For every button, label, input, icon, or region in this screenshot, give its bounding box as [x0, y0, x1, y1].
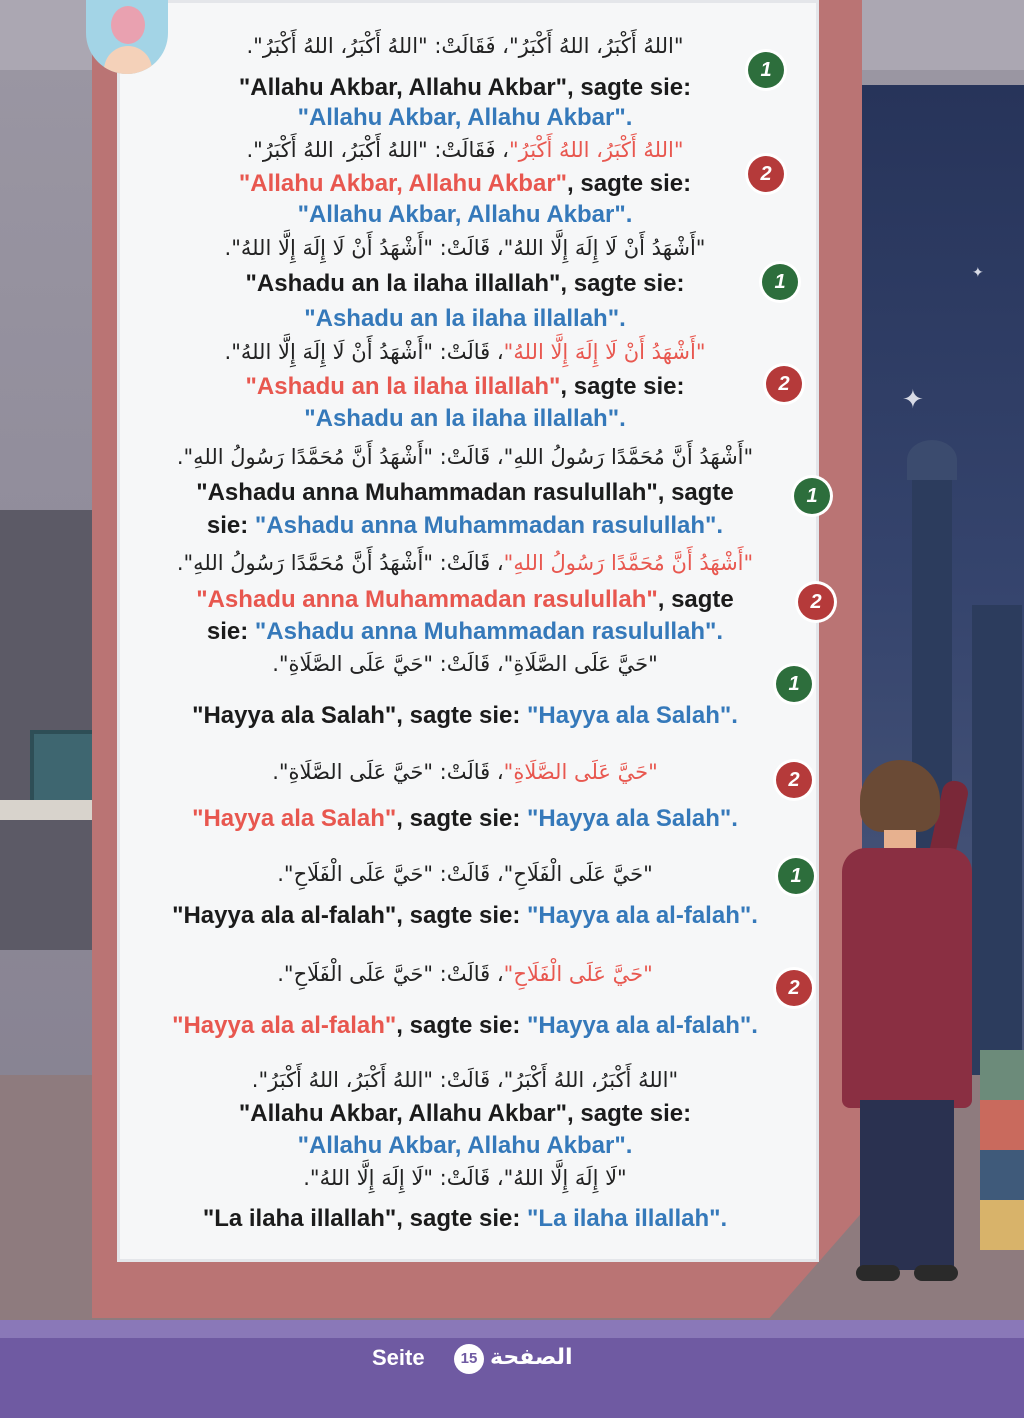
german-line-1: "Allahu Akbar, Allahu Akbar", sagte sie: — [238, 74, 692, 101]
german-answer-3: "Ashadu an la ilaha illallah". — [304, 305, 626, 332]
german-line-3: "Ashadu an la ilaha illallah", sagte sie: — [245, 270, 685, 297]
boy-shoe — [856, 1265, 900, 1281]
computer-monitor — [30, 730, 98, 808]
arabic-response-10: ، قَالَتْ: "حَيَّ عَلَى الْفَلَاحِ". — [277, 962, 504, 986]
boy-tunic — [842, 848, 972, 1108]
badge-6: 2 — [798, 584, 834, 620]
german-answer-2: "Allahu Akbar, Allahu Akbar". — [297, 201, 633, 228]
german-line-4 — [120, 373, 810, 401]
german-line-9 — [120, 902, 810, 930]
footer-arabic-label: الصفحة — [490, 1345, 573, 1370]
star-icon: ✦ — [902, 385, 924, 415]
arabic-line-5: "أَشْهَدُ أَنَّ مُحَمَّدًا رَسُولُ اللهِ"، قَالَتْ: "أَشْهَدُ أَنَّ مُحَمَّدًا رَسُولُ اللهِ". — [176, 445, 754, 469]
arabic-line-2 — [120, 138, 810, 162]
arabic-line-3: "أَشْهَدُ أَنْ لَا إِلَهَ إِلَّا اللهُ"، قَالَتْ: "أَشْهَدُ أَنْ لَا إِلَهَ إِلَّا اللهُ". — [224, 236, 706, 260]
badge-9: 1 — [778, 858, 814, 894]
german-answer-9: "Hayya ala al-falah". — [527, 902, 758, 929]
german-verb-9: "Hayya ala al-falah", sagte sie: — [172, 902, 521, 929]
arabic-call-10: "حَيَّ عَلَى الْفَلَاحِ" — [503, 962, 653, 986]
german-verb-12: "La ilaha illallah", sagte sie: — [202, 1205, 521, 1232]
german-verb-8: , sagte sie: — [396, 805, 521, 832]
german-answer-5: "Ashadu anna Muhammadan rasulullah". — [254, 512, 724, 539]
arabic-line-7: "حَيَّ عَلَى الصَّلَاةِ"، قَالَتْ: "حَيَّ عَلَى الصَّلَاةِ". — [272, 652, 658, 676]
arabic-call-6: "أَشْهَدُ أَنَّ مُحَمَّدًا رَسُولُ اللهِ" — [503, 551, 754, 575]
german-verb-4: , sagte sie: — [560, 373, 685, 400]
german-call-2: "Allahu Akbar, Allahu Akbar" — [238, 170, 568, 197]
arabic-response-6: ، قَالَتْ: "أَشْهَدُ أَنَّ مُحَمَّدًا رَسُولُ اللهِ". — [176, 551, 504, 575]
german-line-10 — [120, 1012, 810, 1040]
german-line-11: "Allahu Akbar, Allahu Akbar", sagte sie: — [238, 1100, 692, 1127]
german-verb-10: , sagte sie: — [396, 1012, 521, 1039]
arabic-line-6 — [120, 551, 810, 575]
german-line-2 — [120, 170, 810, 198]
german-line-5: "Ashadu anna Muhammadan rasulullah", sagte — [196, 479, 734, 506]
mosque-tower — [972, 605, 1022, 1075]
german-answer-12: "La ilaha illallah". — [527, 1205, 728, 1232]
german-call-6: "Ashadu anna Muhammadan rasulullah" — [196, 586, 658, 613]
german-line-8 — [120, 805, 810, 833]
footer-seite-label: Seite — [372, 1345, 425, 1370]
boy-pants — [860, 1100, 954, 1270]
boy-illustration — [842, 760, 972, 1300]
badge-8: 2 — [776, 762, 812, 798]
boy-neck — [884, 830, 916, 850]
arabic-line-10 — [120, 962, 810, 986]
german-verb-5: sie: — [206, 512, 249, 539]
arabic-response-8: ، قَالَتْ: "حَيَّ عَلَى الصَّلَاةِ". — [272, 760, 504, 784]
minaret-dome — [907, 440, 957, 480]
badge-2: 2 — [748, 156, 784, 192]
german-call-4: "Ashadu an la ilaha illallah" — [245, 373, 561, 400]
arabic-line-4 — [120, 340, 810, 364]
german-line-5b — [120, 512, 810, 540]
badge-4: 2 — [766, 366, 802, 402]
badge-3: 1 — [762, 264, 798, 300]
german-answer-4: "Ashadu an la ilaha illallah". — [304, 405, 626, 432]
arabic-call-8: "حَيَّ عَلَى الصَّلَاةِ" — [503, 760, 658, 784]
arabic-call-4: "أَشْهَدُ أَنْ لَا إِلَهَ إِلَّا اللهُ" — [503, 340, 706, 364]
german-verb-2: , sagte sie: — [567, 170, 692, 197]
german-answer-8: "Hayya ala Salah". — [527, 805, 738, 832]
boy-head — [860, 760, 940, 832]
badge-5: 1 — [794, 478, 830, 514]
german-call-10: "Hayya ala al-falah" — [172, 1012, 397, 1039]
footer-band — [0, 1320, 1024, 1338]
german-call-8: "Hayya ala Salah" — [192, 805, 397, 832]
arabic-line-9: "حَيَّ عَلَى الْفَلَاحِ"، قَالَتْ: "حَيَّ عَلَى الْفَلَاحِ". — [277, 862, 653, 886]
german-verb-6b: sie: — [206, 618, 249, 645]
arabic-line-12: "لَا إِلَهَ إِلَّا اللهُ"، قَالَتْ: "لَا إِلَهَ إِلَّا اللهُ". — [303, 1166, 627, 1190]
badge-10: 2 — [776, 970, 812, 1006]
german-line-12 — [120, 1205, 810, 1233]
star-icon: ✦ — [972, 265, 984, 281]
arabic-line-8 — [120, 760, 810, 784]
badge-7: 1 — [776, 666, 812, 702]
german-answer-6: "Ashadu anna Muhammadan rasulullah". — [254, 618, 724, 645]
german-line-6 — [120, 586, 810, 614]
german-answer-11: "Allahu Akbar, Allahu Akbar". — [297, 1132, 633, 1159]
arabic-response-4: ، قَالَتْ: "أَشْهَدُ أَنْ لَا إِلَهَ إِلَّا اللهُ". — [224, 340, 504, 364]
boy-shoe — [914, 1265, 958, 1281]
german-verb-7: "Hayya ala Salah", sagte sie: — [192, 702, 521, 729]
german-answer-7: "Hayya ala Salah". — [527, 702, 738, 729]
arabic-response-2: ، فَقَالَتْ: "اللهُ أَكْبَرُ، اللهُ أَكْبَرُ". — [246, 138, 509, 162]
german-answer-10: "Hayya ala al-falah". — [527, 1012, 758, 1039]
stack-of-books — [980, 1050, 1024, 1250]
arabic-call-2: "اللهُ أَكْبَرُ، اللهُ أَكْبَرُ" — [508, 138, 684, 162]
arabic-line-1: "اللهُ أَكْبَرُ، اللهُ أَكْبَرُ"، فَقَالَتْ: "اللهُ أَكْبَرُ، اللهُ أَكْبَرُ". — [246, 34, 684, 58]
page-number-badge: 15 — [454, 1344, 484, 1374]
german-answer-1: "Allahu Akbar, Allahu Akbar". — [297, 104, 633, 131]
german-verb-6: , sagte — [657, 586, 734, 613]
arabic-line-11: "اللهُ أَكْبَرُ، اللهُ أَكْبَرُ"، قَالَتْ: "اللهُ أَكْبَرُ، اللهُ أَكْبَرُ". — [251, 1068, 679, 1092]
german-line-7 — [120, 702, 810, 730]
badge-1: 1 — [748, 52, 784, 88]
german-line-6b — [120, 618, 810, 646]
